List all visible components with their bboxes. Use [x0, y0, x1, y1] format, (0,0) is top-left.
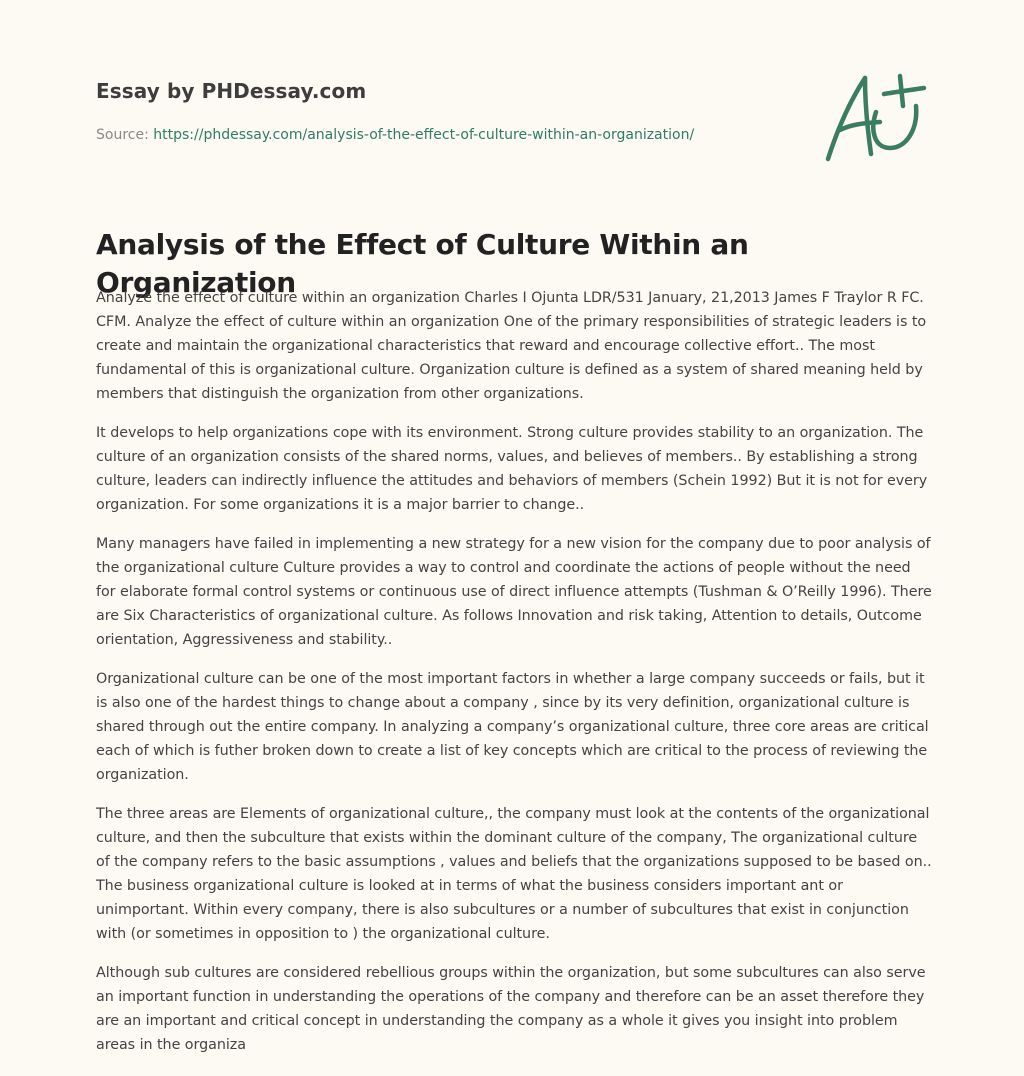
paragraph: Organizational culture can be one of the most important factors in whether a large company succeeds or fails, but it is also one of the hardest things to change about a company , since by its very definition, organizational culture is shared through out the entire company. In analyzing a company’s organizational culture, three core areas are critical each of which is futher broken down to create a list of key concepts which are critical to the process of reviewing the organization.: [96, 671, 929, 783]
source-line: [96, 125, 796, 145]
brand-name: Essay by PHDessay.com: [96, 79, 367, 103]
a-plus-grade-icon: [820, 68, 930, 164]
paragraph: The three areas are Elements of organizational culture,, the company must look at the contents of the organizational culture, and then the subculture that exists within the dominant culture of the company, The organizational culture of the company refers to the basic assumptions , values and beliefs that the organizations supposed to be based on.. The business organizational culture is looked at in terms of what the business considers important ant or unimportant. Within every company, there is also subcultures or a number of subcultures that exist in conjunction with (or sometimes in opposition to ) the organizational culture.: [96, 806, 932, 942]
paragraph: Although sub cultures are considered rebellious groups within the organization, but some subcultures can also serve an important function in understanding the operations of the company and therefore can be an asset therefore they are an important and critical concept in understanding the company as a whole it gives you insight into problem areas in the organiza: [96, 965, 926, 1053]
source-label: Source:: [96, 127, 149, 143]
page-title: Analysis of the Effect of Culture Within an Organization: [96, 228, 749, 299]
source-link[interactable]: https://phdessay.com/analysis-of-the-effect-of-culture-within-an-organization/: [153, 127, 695, 143]
essay-body: [96, 286, 932, 1072]
paragraph: It develops to help organizations cope with its environment. Strong culture provides stability to an organization. The culture of an organization consists of the shared norms, values, and believes of members.. By establishing a strong culture, leaders can indirectly influence the attitudes and behaviors of members (Schein 1992) But it is not for every organization. For some organizations it is a major barrier to change..: [96, 425, 928, 513]
paragraph: Many managers have failed in implementing a new strategy for a new vision for the company due to poor analysis of the organizational culture Culture provides a way to control and coordinate the actions of people without the need for elaborate formal control systems or continuous use of direct influence attempts (Tushman & O’Reilly 1996). There are Six Characteristics of organizational culture. As follows Innovation and risk taking, Attention to details, Outcome orientation, Aggressiveness and stability..: [96, 536, 932, 648]
essay-header: [96, 78, 796, 145]
paragraph: Analyze the effect of culture within an organization Charles I Ojunta LDR/531 January, 21,2013 James F Traylor R FC. CFM. Analyze the effect of culture within an organization One of the primary responsibilities of strategic leaders is to create and maintain the organizational characteristics that reward and encourage collective effort.. The most fundamental of this is organizational culture. Organization culture is defined as a system of shared meaning held by members that distinguish the organization from other organizations.: [96, 290, 927, 402]
